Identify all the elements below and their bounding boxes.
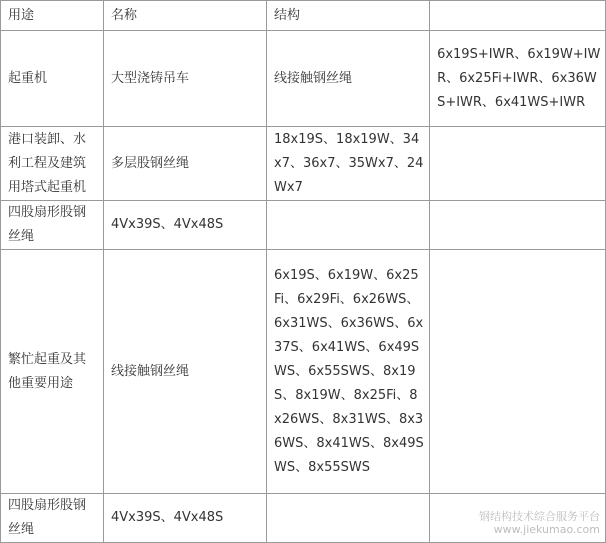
- header-extra: [430, 1, 606, 31]
- table-row: [1, 31, 606, 127]
- cell-structure: 线接触钢丝绳: [267, 31, 430, 127]
- table-header-row: [1, 1, 606, 31]
- cell-use: 起重机: [1, 31, 104, 127]
- table-row: [1, 127, 606, 201]
- cell-name: 4Vx39S、4Vx48S: [103, 494, 266, 543]
- watermark: [479, 510, 600, 536]
- cell-use: 港口装卸、水利工程及建筑用塔式起重机: [1, 127, 104, 201]
- cell-use: 四股扇形股钢丝绳: [1, 201, 104, 250]
- header-name: 名称: [103, 1, 266, 31]
- cell-use: 四股扇形股钢丝绳: [1, 494, 104, 543]
- cell-name: 大型浇铸吊车: [103, 31, 266, 127]
- cell-name: 多层股钢丝绳: [103, 127, 266, 201]
- cell-extra: [430, 250, 606, 494]
- cell-extra: [430, 127, 606, 201]
- header-use: 用途: [1, 1, 104, 31]
- cell-name: 线接触钢丝绳: [103, 250, 266, 494]
- cell-structure: [267, 201, 430, 250]
- cell-extra: [430, 201, 606, 250]
- cell-structure: 18x19S、18x19W、34x7、36x7、35Wx7、24Wx7: [267, 127, 430, 201]
- table-row: [1, 201, 606, 250]
- watermark-url: www.jiekumao.com: [493, 523, 600, 536]
- header-structure: 结构: [267, 1, 430, 31]
- cell-name: 4Vx39S、4Vx48S: [103, 201, 266, 250]
- cell-structure: [267, 494, 430, 543]
- cell-use: 繁忙起重及其他重要用途: [1, 250, 104, 494]
- cell-structure: 6x19S、6x19W、6x25Fi、6x29Fi、6x26WS、6x31WS、6x36WS、6x37S、6x41WS、6x49SWS、6x55SWS、8x19S、8x19W、8x25Fi、8x26WS、8x31WS、8x36WS、8x41WS、8x49SWS、8x55SWS: [267, 250, 430, 494]
- table-row: [1, 250, 606, 494]
- watermark-title: 钢结构技术综合服务平台: [479, 510, 600, 523]
- cell-extra: 6x19S+IWR、6x19W+IWR、6x25Fi+IWR、6x36WS+IWR、6x41WS+IWR: [430, 31, 606, 127]
